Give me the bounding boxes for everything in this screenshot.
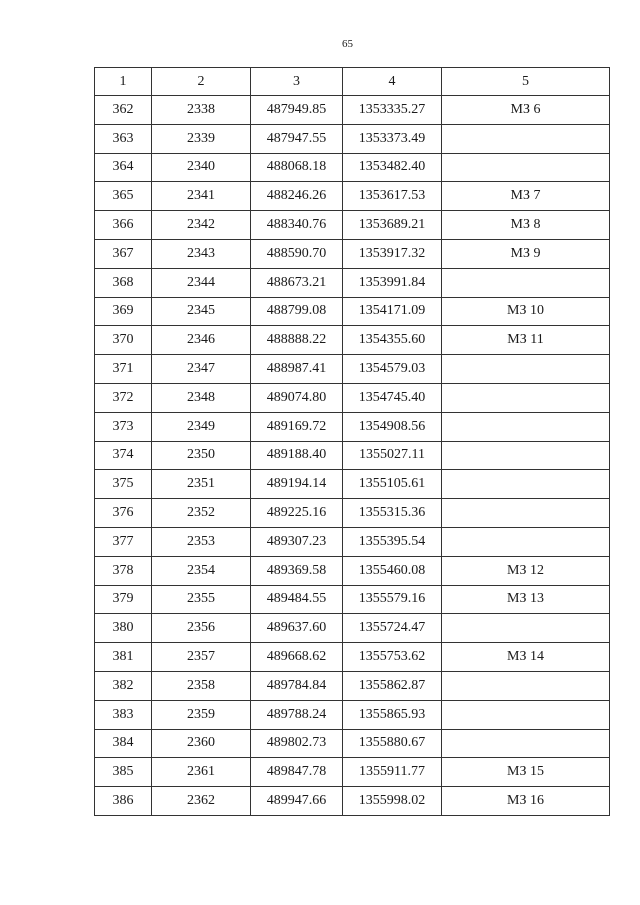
y-coordinate-cell: 1355911.77	[343, 758, 442, 787]
point-number-cell: 2339	[152, 124, 251, 153]
x-coordinate-cell: 489188.40	[251, 441, 343, 470]
point-number-cell: 2353	[152, 527, 251, 556]
marker-cell	[442, 383, 610, 412]
marker-cell	[442, 412, 610, 441]
marker-cell	[442, 153, 610, 182]
row-number-cell: 369	[95, 297, 152, 326]
point-number-cell: 2351	[152, 470, 251, 499]
x-coordinate-cell: 487949.85	[251, 96, 343, 125]
marker-cell: МЗ 12	[442, 556, 610, 585]
point-number-cell: 2340	[152, 153, 251, 182]
x-coordinate-cell: 489788.24	[251, 700, 343, 729]
x-coordinate-cell: 489847.78	[251, 758, 343, 787]
point-number-cell: 2338	[152, 96, 251, 125]
y-coordinate-cell: 1353689.21	[343, 211, 442, 240]
table-row	[95, 499, 610, 528]
y-coordinate-cell: 1355753.62	[343, 643, 442, 672]
point-number-cell: 2355	[152, 585, 251, 614]
row-number-cell: 367	[95, 239, 152, 268]
x-coordinate-cell: 489668.62	[251, 643, 343, 672]
row-number-cell: 376	[95, 499, 152, 528]
point-number-cell: 2352	[152, 499, 251, 528]
x-coordinate-cell: 489802.73	[251, 729, 343, 758]
y-coordinate-cell: 1353991.84	[343, 268, 442, 297]
row-number-cell: 382	[95, 671, 152, 700]
point-number-cell: 2344	[152, 268, 251, 297]
x-coordinate-cell: 489369.58	[251, 556, 343, 585]
table-row	[95, 326, 610, 355]
y-coordinate-cell: 1353482.40	[343, 153, 442, 182]
y-coordinate-cell: 1355880.67	[343, 729, 442, 758]
point-number-cell: 2346	[152, 326, 251, 355]
y-coordinate-cell: 1355395.54	[343, 527, 442, 556]
row-number-cell: 377	[95, 527, 152, 556]
point-number-cell: 2360	[152, 729, 251, 758]
row-number-cell: 386	[95, 787, 152, 816]
point-number-cell: 2358	[152, 671, 251, 700]
x-coordinate-cell: 488068.18	[251, 153, 343, 182]
marker-cell	[442, 614, 610, 643]
table-row	[95, 124, 610, 153]
point-number-cell: 2341	[152, 182, 251, 211]
point-number-cell: 2343	[152, 239, 251, 268]
table-row	[95, 729, 610, 758]
point-number-cell: 2350	[152, 441, 251, 470]
x-coordinate-cell: 488246.26	[251, 182, 343, 211]
x-coordinate-cell: 487947.55	[251, 124, 343, 153]
x-coordinate-cell: 488799.08	[251, 297, 343, 326]
x-coordinate-cell: 489169.72	[251, 412, 343, 441]
column-header: 1	[95, 68, 152, 96]
y-coordinate-cell: 1353335.27	[343, 96, 442, 125]
table-header-row	[95, 68, 610, 96]
marker-cell	[442, 700, 610, 729]
marker-cell	[442, 441, 610, 470]
x-coordinate-cell: 488987.41	[251, 355, 343, 384]
point-number-cell: 2354	[152, 556, 251, 585]
x-coordinate-cell: 489194.14	[251, 470, 343, 499]
marker-cell	[442, 527, 610, 556]
point-number-cell: 2348	[152, 383, 251, 412]
row-number-cell: 380	[95, 614, 152, 643]
table-row	[95, 470, 610, 499]
x-coordinate-cell: 489784.84	[251, 671, 343, 700]
marker-cell: МЗ 8	[442, 211, 610, 240]
x-coordinate-cell: 488340.76	[251, 211, 343, 240]
table-row	[95, 297, 610, 326]
y-coordinate-cell: 1353917.32	[343, 239, 442, 268]
point-number-cell: 2349	[152, 412, 251, 441]
marker-cell	[442, 355, 610, 384]
table-row	[95, 758, 610, 787]
row-number-cell: 385	[95, 758, 152, 787]
row-number-cell: 366	[95, 211, 152, 240]
marker-cell	[442, 499, 610, 528]
column-header: 4	[343, 68, 442, 96]
point-number-cell: 2359	[152, 700, 251, 729]
table-row	[95, 527, 610, 556]
point-number-cell: 2345	[152, 297, 251, 326]
column-header: 2	[152, 68, 251, 96]
table-row	[95, 585, 610, 614]
table-row	[95, 556, 610, 585]
marker-cell	[442, 124, 610, 153]
row-number-cell: 378	[95, 556, 152, 585]
y-coordinate-cell: 1355862.87	[343, 671, 442, 700]
marker-cell: МЗ 15	[442, 758, 610, 787]
x-coordinate-cell: 489947.66	[251, 787, 343, 816]
point-number-cell: 2362	[152, 787, 251, 816]
table-row	[95, 383, 610, 412]
table-row	[95, 412, 610, 441]
y-coordinate-cell: 1355027.11	[343, 441, 442, 470]
row-number-cell: 374	[95, 441, 152, 470]
table-row	[95, 787, 610, 816]
x-coordinate-cell: 489307.23	[251, 527, 343, 556]
point-number-cell: 2347	[152, 355, 251, 384]
y-coordinate-cell: 1355579.16	[343, 585, 442, 614]
x-coordinate-cell: 488590.70	[251, 239, 343, 268]
y-coordinate-cell: 1355460.08	[343, 556, 442, 585]
marker-cell: МЗ 9	[442, 239, 610, 268]
marker-cell: МЗ 10	[442, 297, 610, 326]
y-coordinate-cell: 1354355.60	[343, 326, 442, 355]
row-number-cell: 371	[95, 355, 152, 384]
page-number: 65	[342, 38, 353, 50]
table-row	[95, 239, 610, 268]
y-coordinate-cell: 1355105.61	[343, 470, 442, 499]
row-number-cell: 368	[95, 268, 152, 297]
row-number-cell: 372	[95, 383, 152, 412]
x-coordinate-cell: 488888.22	[251, 326, 343, 355]
marker-cell	[442, 671, 610, 700]
row-number-cell: 373	[95, 412, 152, 441]
y-coordinate-cell: 1355865.93	[343, 700, 442, 729]
table-row	[95, 671, 610, 700]
y-coordinate-cell: 1354745.40	[343, 383, 442, 412]
marker-cell: МЗ 14	[442, 643, 610, 672]
row-number-cell: 363	[95, 124, 152, 153]
y-coordinate-cell: 1353617.53	[343, 182, 442, 211]
table-row	[95, 441, 610, 470]
point-number-cell: 2356	[152, 614, 251, 643]
x-coordinate-cell: 489225.16	[251, 499, 343, 528]
table-row	[95, 268, 610, 297]
table-row	[95, 153, 610, 182]
table-row	[95, 182, 610, 211]
marker-cell: МЗ 13	[442, 585, 610, 614]
row-number-cell: 362	[95, 96, 152, 125]
row-number-cell: 379	[95, 585, 152, 614]
row-number-cell: 383	[95, 700, 152, 729]
point-number-cell: 2361	[152, 758, 251, 787]
marker-cell: МЗ 11	[442, 326, 610, 355]
y-coordinate-cell: 1354171.09	[343, 297, 442, 326]
marker-cell	[442, 268, 610, 297]
row-number-cell: 365	[95, 182, 152, 211]
coordinates-table	[94, 67, 610, 816]
table-body	[95, 68, 610, 816]
row-number-cell: 384	[95, 729, 152, 758]
table-row	[95, 643, 610, 672]
y-coordinate-cell: 1355724.47	[343, 614, 442, 643]
x-coordinate-cell: 488673.21	[251, 268, 343, 297]
row-number-cell: 381	[95, 643, 152, 672]
point-number-cell: 2357	[152, 643, 251, 672]
marker-cell: МЗ 7	[442, 182, 610, 211]
table-row	[95, 211, 610, 240]
row-number-cell: 375	[95, 470, 152, 499]
column-header: 5	[442, 68, 610, 96]
y-coordinate-cell: 1353373.49	[343, 124, 442, 153]
marker-cell: МЗ 16	[442, 787, 610, 816]
x-coordinate-cell: 489484.55	[251, 585, 343, 614]
y-coordinate-cell: 1354908.56	[343, 412, 442, 441]
table-row	[95, 355, 610, 384]
table-row	[95, 700, 610, 729]
y-coordinate-cell: 1355998.02	[343, 787, 442, 816]
row-number-cell: 364	[95, 153, 152, 182]
row-number-cell: 370	[95, 326, 152, 355]
x-coordinate-cell: 489074.80	[251, 383, 343, 412]
table-row	[95, 96, 610, 125]
marker-cell	[442, 729, 610, 758]
table-row	[95, 614, 610, 643]
y-coordinate-cell: 1355315.36	[343, 499, 442, 528]
column-header: 3	[251, 68, 343, 96]
marker-cell: МЗ 6	[442, 96, 610, 125]
x-coordinate-cell: 489637.60	[251, 614, 343, 643]
point-number-cell: 2342	[152, 211, 251, 240]
y-coordinate-cell: 1354579.03	[343, 355, 442, 384]
marker-cell	[442, 470, 610, 499]
